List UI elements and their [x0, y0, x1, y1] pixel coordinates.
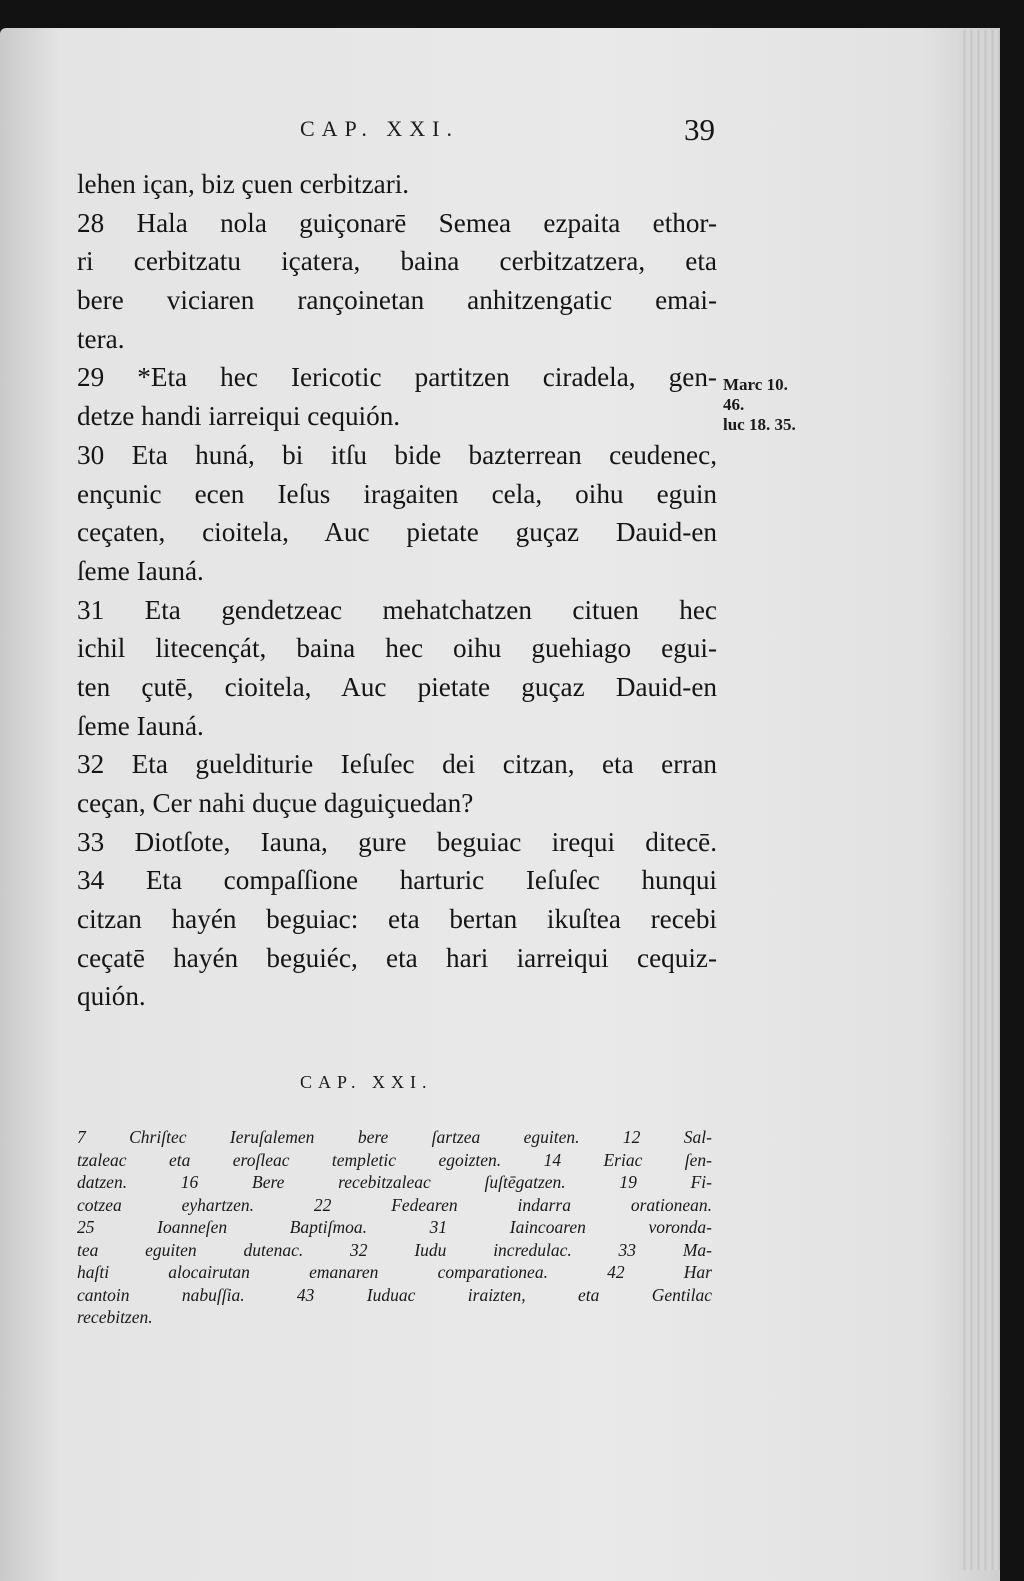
page-number: 39 — [684, 112, 715, 147]
text-line: 30 Eta huná, bi itſu bide bazterrean ceudenec, — [77, 439, 717, 470]
text-line: citzan hayén beguiac: eta bertan ikuſtea recebi — [77, 904, 717, 935]
summary-line: haſti alocairutan emanaren comparationea. 42 Har — [77, 1262, 712, 1282]
summary-line: recebitzen. — [77, 1307, 153, 1327]
text-line: ceçatē hayén beguiéc, eta hari iarreiqui cequiz- — [77, 942, 717, 973]
summary-line: 7 Chriſtec Ieruſalemen bere ſartzea eguiten. 12 Sal- — [77, 1127, 712, 1147]
chapter-summary — [77, 1126, 712, 1329]
verse-text — [77, 165, 717, 1016]
text-line: 29 *Eta hec Iericotic partitzen ciradela, gen- — [77, 362, 717, 393]
margin-note-line: luc 18. 35. — [723, 415, 796, 434]
summary-line: cotzea eyhartzen. 22 Fedearen indarra orationean. — [77, 1194, 712, 1215]
text-line: ceçan, Cer nahi duçue daguiçuedan? — [77, 788, 474, 818]
margin-cross-reference — [723, 375, 873, 435]
text-line: quión. — [77, 981, 146, 1012]
text-line: ençunic ecen Ieſus iragaiten cela, oihu eguin — [77, 478, 717, 509]
text-line: ten çutē, cioitela, Auc pietate guçaz Dauid-en — [77, 671, 717, 702]
text-line: 28 Hala nola guiçonarē Semea ezpaita ethor- — [77, 207, 717, 238]
text-line: ri cerbitzatu içatera, baina cerbitzatzera, eta — [77, 246, 717, 277]
text-line: 31 Eta gendetzeac mehatchatzen cituen hec — [77, 594, 717, 625]
text-line: 33 Diotſote, Iauna, gure beguiac irequi ditecē. — [77, 826, 717, 857]
running-head: CAP. XXI. — [300, 116, 459, 141]
summary-line: tzaleac eta eroſleac templetic egoizten. 14 Eriac ſen- — [77, 1149, 712, 1170]
text-line: tera. — [77, 323, 125, 354]
text-line: ceçaten, cioitela, Auc pietate guçaz Dauid-en — [77, 517, 717, 548]
text-line: ſeme Iauná. — [77, 710, 204, 741]
page-header — [300, 112, 715, 152]
summary-line: datzen. 16 Bere recebitzaleac ſuſtēgatzen. 19 Fi- — [77, 1172, 712, 1192]
text-line: ſeme Iauná. — [77, 555, 204, 586]
page-edge-stack — [960, 30, 1000, 1570]
margin-note-line: 46. — [723, 395, 745, 414]
text-line: ichil litecençát, baina hec oihu guehiago egui- — [77, 633, 717, 664]
text-line: 34 Eta compaſſione harturic Ieſuſec hunqui — [77, 865, 717, 896]
text-line: detze handi iarreiqui cequión. — [77, 401, 401, 432]
chapter-heading: CAP. XXI. — [300, 1072, 433, 1092]
summary-line: tea eguiten dutenac. 32 Iudu incredulac. 33 Ma- — [77, 1239, 712, 1260]
text-line: bere viciaren rançoinetan anhitzengatic emai- — [77, 285, 717, 316]
summary-line: cantoin nabuſſia. 43 Iuduac iraizten, eta Gentilac — [77, 1284, 712, 1305]
summary-line: 25 Ioanneſen Baptiſmoa. 31 Iaincoaren voronda- — [77, 1217, 712, 1237]
text-line: 32 Eta guelditurie Ieſuſec dei citzan, eta erran — [77, 749, 717, 780]
text-line: lehen içan, biz çuen cerbitzari. — [77, 169, 410, 199]
margin-note-line: Marc 10. — [723, 375, 788, 394]
